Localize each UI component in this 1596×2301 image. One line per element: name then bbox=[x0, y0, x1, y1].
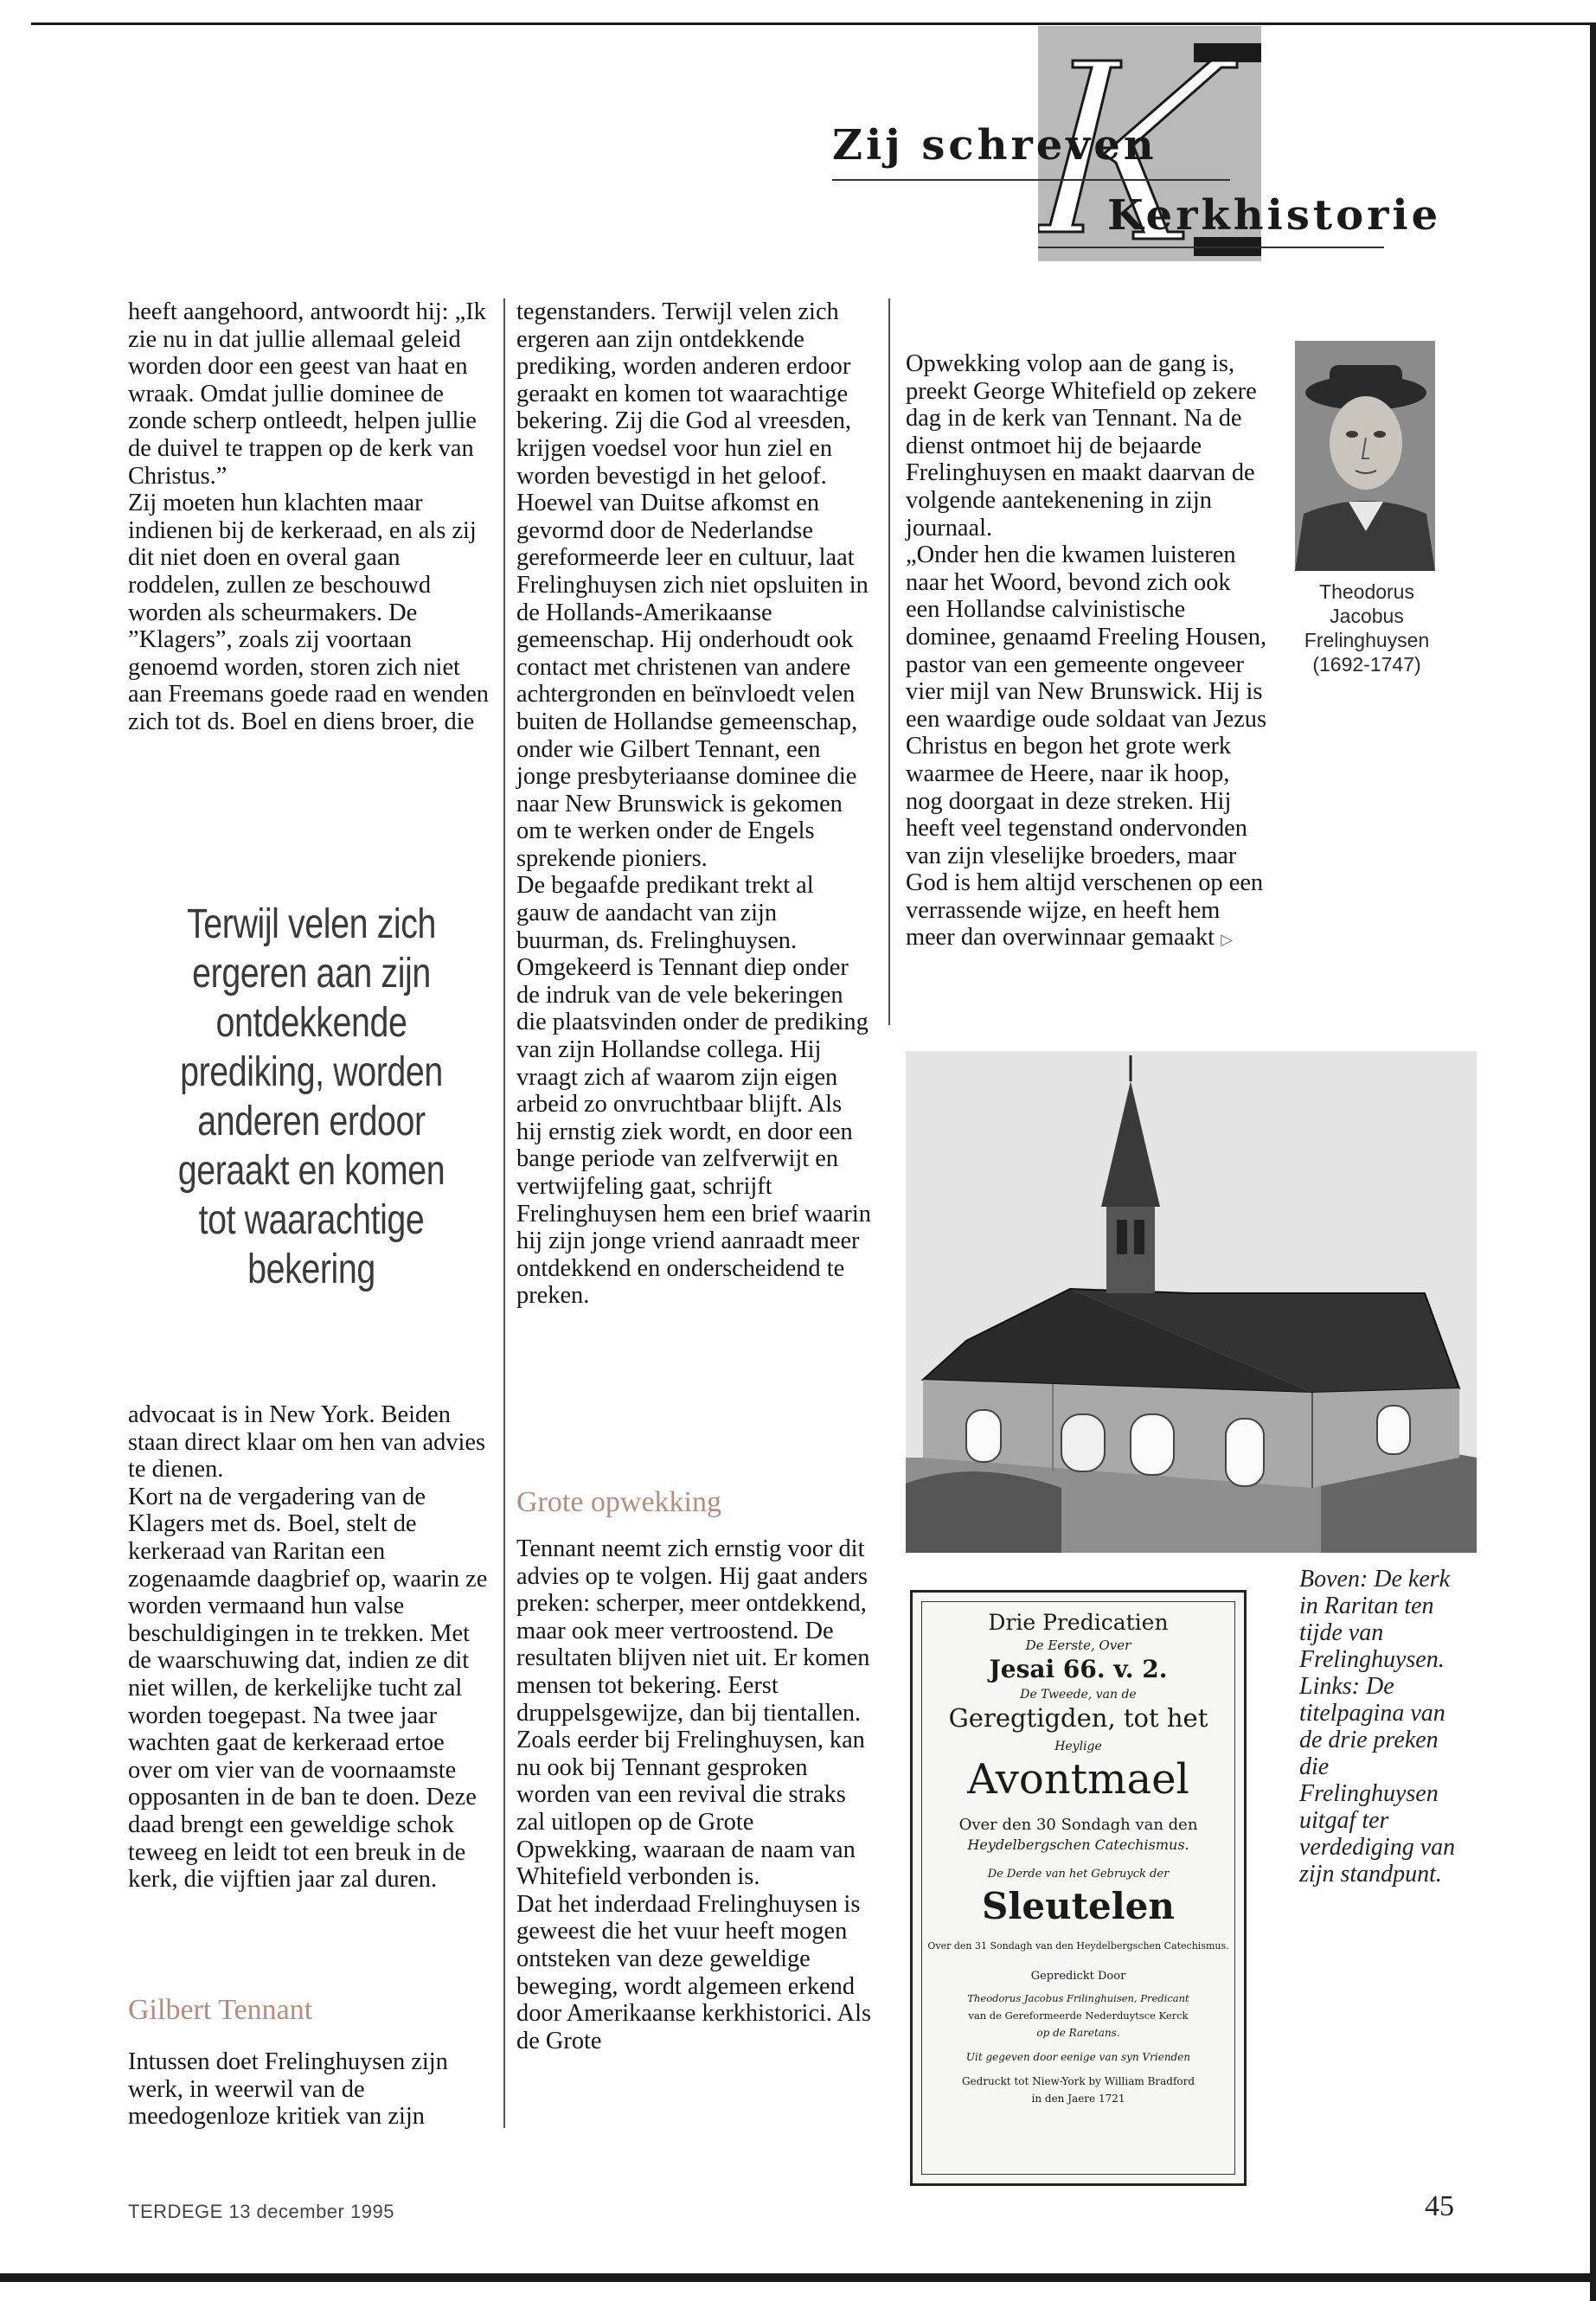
column-divider-2 bbox=[888, 298, 890, 1025]
title-page-facsimile bbox=[910, 1590, 1247, 2186]
tp-line: Uit gegeven door eenige van syn Vrienden bbox=[965, 2051, 1191, 2063]
tp-line: Theodorus Jacobus Frilinghuisen, Predicant bbox=[967, 1992, 1189, 2004]
body-paragraph: Kort na de vergadering van de Klagers met ds. Boel, stelt de kerkeraad van Raritan een zogenaamde daagbrief op, waarin ze worden vermaand hun valse beschuldigingen in te trekken. Met de waarschuwing dat, indien ze dit niet willen, de kerkelijke tucht zal worden toegepast. Na twee jaar wachten gaat de kerkeraad ertoe over om vier van de voornaamste opposanten in de ban te doen. Deze daad brengt een geweldige schok teweeg en leidt tot een breuk in de kerk, die vijftien jaar zal duren. bbox=[128, 1483, 488, 1894]
subhead-grote-opwekking: Grote opwekking bbox=[516, 1486, 722, 1518]
tp-line: De Derde van het Gebruyck der bbox=[987, 1868, 1170, 1881]
tp-line: Drie Predicatien bbox=[988, 1610, 1169, 1635]
body-paragraph: tegenstanders. Terwijl velen zich ergeren aan zijn ontdekkende prediking, worden anderen erdoor geraakt en komen tot waarachtige bekering. Zij die God al vreesden, krijgen voedsel voor hun ziel en worden bevestigd in het geloof. bbox=[516, 298, 852, 490]
portrait-photo bbox=[1295, 341, 1435, 571]
body-paragraph: advocaat is in New York. Beiden staan direct klaar om hen van advies te dienen. bbox=[128, 1401, 486, 1484]
tp-line: Heydelbergschen Catechismus. bbox=[967, 1836, 1189, 1853]
tp-line: Jesai 66. v. 2. bbox=[989, 1655, 1168, 1683]
continue-arrow-icon: ▷ bbox=[1221, 931, 1234, 950]
column-1-top bbox=[128, 298, 491, 736]
tp-line: op de Raretans. bbox=[1036, 2027, 1120, 2039]
tp-line: Gedruckt tot Niew-York by William Bradford bbox=[961, 2075, 1195, 2087]
tp-line: De Eerste, Over bbox=[1025, 1638, 1131, 1653]
subhead-gilbert-tennant: Gilbert Tennant bbox=[128, 1994, 313, 2026]
page-frame-right bbox=[1590, 22, 1596, 2301]
header-title-part2: Kerkhistorie bbox=[1107, 191, 1442, 240]
column-3 bbox=[906, 350, 1269, 954]
body-paragraph: De begaafde predikant trekt al gauw de aandacht van zijn buurman, ds. Frelinghuysen. Omgekeerd is Tennant diep onder de indruk van de vele bekeringen die plaatsvinden onder de prediking van zijn Hollandse collega. Hij vraagt zich af waarom zijn eigen arbeid zo onvruchtbaar blijft. Als hij ernstig ziek wordt, en door een bange periode van zelfverwijt en vertwijfeling gaat, schrijft Frelinghuysen hem een brief waarin hij zijn jonge vriend aanraadt meer ontdekkend en onderscheidend te preken. bbox=[516, 872, 871, 1310]
portrait-illustration bbox=[1295, 341, 1435, 571]
body-paragraph: Opwekking volop aan de gang is, preekt George Whitefield op zekere dag in de kerk van Tennant. Na de dienst ontmoet hij de bejaarde Frelinghuysen en maakt daarvan de volgende aantekenening in zijn journaal. bbox=[906, 350, 1257, 542]
column-1-end bbox=[128, 2048, 491, 2131]
footer-publication: TERDEGE 13 december 1995 bbox=[128, 2201, 394, 2222]
pull-quote: Terwijl velen zich ergeren aan zijn ontdekkende prediking, worden anderen erdoor geraakt en komen tot waarachtige bekering bbox=[177, 901, 445, 1292]
column-divider-1 bbox=[503, 298, 505, 2128]
column-2-top bbox=[516, 298, 871, 1310]
tp-line: Over den 30 Sondagh van den bbox=[958, 1816, 1198, 1834]
tp-line: Geregtigden, tot het bbox=[948, 1703, 1208, 1733]
page-frame-bottom bbox=[0, 2273, 1596, 2282]
image-caption: Boven: De kerk in Raritan ten tijde van Frelinghuysen. Links: De titelpagina van de drie preken die Frelinghuysen uitgaf ter verdediging van zijn standpunt. bbox=[1299, 1566, 1456, 1888]
tp-line: Avontmael bbox=[967, 1755, 1189, 1804]
body-paragraph: Tennant neemt zich ernstig voor dit advies op te volgen. Hij gaat anders preken: scherper, meer ontdekkend, maar ook meer vertroostend. De resultaten blijven niet uit. Er komen mensen tot bekering. Eerst druppelsgewijze, dan bij tientallen. Zoals eerder bij Frelinghuysen, kan nu ook bij Tennant gesproken worden van een revival die straks zal uitlopen op de Grote Opwekking, waaraan de naam van Whitefield verbonden is. bbox=[516, 1535, 870, 1891]
tp-line: Heylige bbox=[1054, 1740, 1102, 1753]
tp-line: in den Jaere 1721 bbox=[1031, 2093, 1125, 2105]
body-paragraph: Hoewel van Duitse afkomst en gevormd door de Nederlandse gereformeerde leer en cultuur, laat Frelinghuysen zich niet opsluiten in de Hollands-Amerikaanse gemeenschap. Hij onderhoudt ook contact met christenen van andere achtergronden en beïnvloedt velen buiten de Hollandse gemeenschap, onder wie Gilbert Tennant, een jonge presbyteriaanse dominee die naar New Brunswick is gekomen om te werken onder de Engels sprekende pioniers. bbox=[516, 490, 869, 872]
column-1-bottom bbox=[128, 1401, 491, 1894]
body-paragraph: „Onder hen die kwamen luisteren naar het Woord, bevond zich ook een Hollandse calvinistische dominee, genaamd Freeling Housen, pastor van een gemeente ongeveer vier mijl van New Brunswick. Hij is een waardige oude soldaat van Jezus Christus en begon het grote werk waarmee de Heere, naar ik hoop, nog doorgaat in deze streken. Hij heeft veel tegenstand ondervonden van zijn vleselijke broeders, maar God is hem altijd verschenen op een verrassende wijze, en heeft hem meer dan overwinnaar gemaakt ▷ bbox=[906, 542, 1267, 952]
tp-line: Gepredickt Door bbox=[1030, 1970, 1126, 1983]
header-rule-2 bbox=[1038, 247, 1384, 248]
header-rule-1 bbox=[832, 179, 1230, 181]
portrait-caption: Theodorus Jacobus Frelinghuysen (1692-1747) bbox=[1304, 580, 1430, 676]
page-frame-top bbox=[31, 22, 1596, 25]
column-2-bottom bbox=[516, 1535, 871, 2054]
church-photo bbox=[906, 1051, 1477, 1553]
body-paragraph: heeft aangehoord, antwoordt hij: „Ik zie nu in dat jullie allemaal geleid worden door een geest van haat en wraak. Omdat jullie dominee de zonde scherp ontleedt, helpen jullie de duivel te trappen op de kerk van Christus.” bbox=[128, 298, 486, 490]
tp-line: van de Gereformeerde Nederduytsce Kerck bbox=[968, 2009, 1189, 2022]
tp-line: De Tweede, van de bbox=[1020, 1688, 1137, 1702]
tp-line: Over den 31 Sondagh van den Heydelbergschen Catechismus. bbox=[927, 1940, 1229, 1952]
body-paragraph: Zij moeten hun klachten maar indienen bij de kerkeraad, en als zij dit niet doen en overal gaan roddelen, zullen ze beschouwd worden als scheurmakers. De ”Klagers”, zoals zij voortaan genoemd worden, storen zich niet aan Freemans goede raad en wenden zich tot ds. Boel en diens broer, die bbox=[128, 490, 489, 735]
tp-line: Sleutelen bbox=[982, 1885, 1175, 1927]
page-number: 45 bbox=[1425, 2190, 1454, 2222]
church-illustration bbox=[906, 1051, 1477, 1553]
body-paragraph: Intussen doet Frelinghuysen zijn werk, in weerwil van de meedogenloze kritiek van zijn bbox=[128, 2048, 448, 2131]
body-paragraph: Dat het inderdaad Frelinghuysen is geweest die het vuur heeft mogen ontsteken van deze geweldige beweging, wordt algemeen erkend door Amerikaanse kerkhistorici. Als de Grote bbox=[516, 1890, 871, 2054]
header-title-part1: Zij schreven bbox=[832, 121, 1157, 170]
